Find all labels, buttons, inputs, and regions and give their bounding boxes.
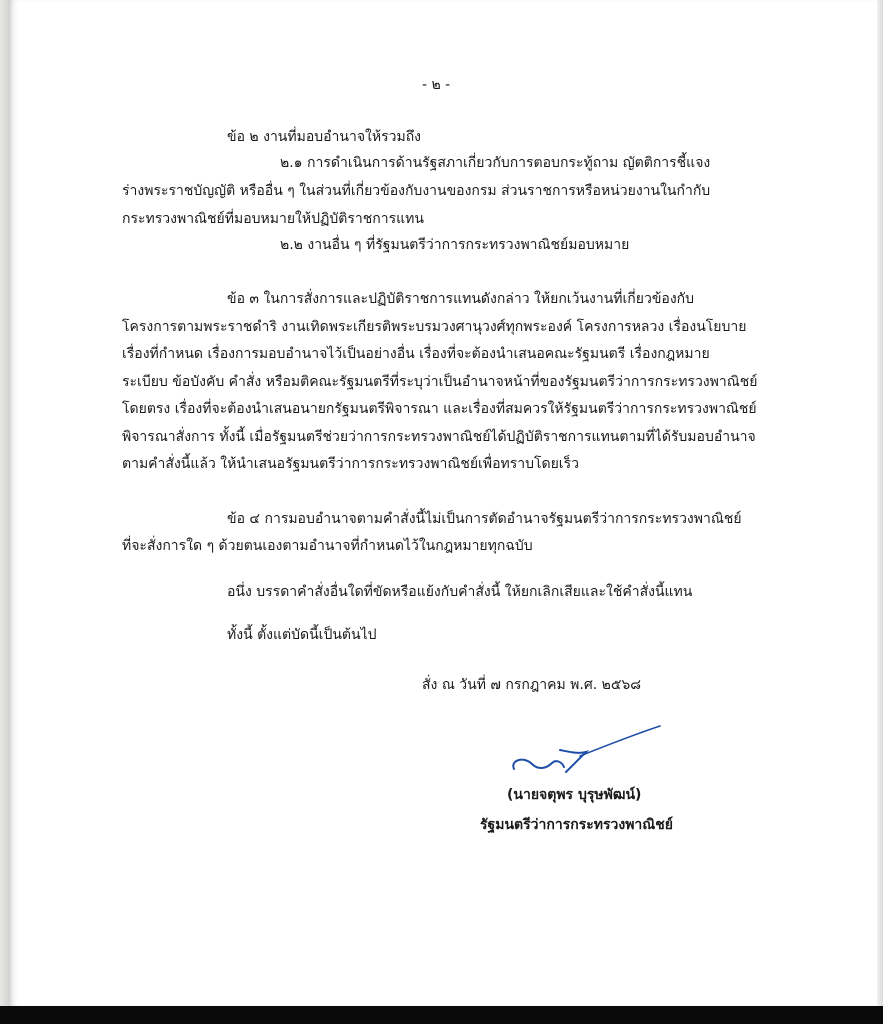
document-page <box>10 0 883 1006</box>
clause2-item1-line3: กระทรวงพาณิชย์ที่มอบหมายให้ปฏิบัติราชการแทน <box>122 211 424 227</box>
clause3-line3: เรื่องที่กำหนด เรื่องการมอบอำนาจไว้เป็นอย่างอื่น เรื่องที่จะต้องนำเสนอคณะรัฐมนตรี เรื่องกฎหมาย <box>122 346 710 362</box>
clause4-line2: ที่จะสั่งการใด ๆ ด้วยตนเองตามอำนาจที่กำหนดไว้ในกฎหมายทุกฉบับ <box>122 538 533 554</box>
clause3-line5: โดยตรง เรื่องที่จะต้องนำเสนอนายกรัฐมนตรีพิจารณา และเรื่องที่สมควรให้รัฐมนตรีว่าการกระทรวงพาณิชย์ <box>122 401 757 417</box>
clause2-heading: ข้อ ๒ งานที่มอบอำนาจให้รวมถึง <box>227 129 422 145</box>
handwritten-signature <box>500 722 670 782</box>
clause3-line2: โครงการตามพระราชดำริ งานเทิดพระเกียรติพระบรมวงศานุวงศ์ทุกพระองค์ โครงการหลวง เรื่องนโยบาย <box>122 319 747 335</box>
clause3-line7: ตามคำสั่งนี้แล้ว ให้นำเสนอรัฐมนตรีว่าการกระทรวงพาณิชย์เพื่อทราบโดยเร็ว <box>122 456 579 472</box>
clause2-item1-line1: ๒.๑ การดำเนินการด้านรัฐสภาเกี่ยวกับการตอบกระทู้ถาม ญัตติการชี้แจง <box>280 155 711 171</box>
signatory-name: (นายจตุพร บุรุษพัฒน์) <box>507 787 642 803</box>
bottom-bar <box>0 1006 883 1024</box>
page-number: - ๒ - <box>422 77 451 93</box>
clause3-line6: พิจารณาสั่งการ ทั้งนี้ เมื่อรัฐมนตรีช่วยว่าการกระทรวงพาณิชย์ได้ปฏิบัติราชการแทนตามที่ได้รับมอบอำนาจ <box>122 429 756 445</box>
effective-paragraph: ทั้งนี้ ตั้งแต่บัดนี้เป็นต้นไป <box>227 627 377 643</box>
clause4-line1: ข้อ ๔ การมอบอำนาจตามคำสั่งนี้ไม่เป็นการตัดอำนาจรัฐมนตรีว่าการกระทรวงพาณิชย์ <box>227 511 742 527</box>
clause3-line4: ระเบียบ ข้อบังคับ คำสั่ง หรือมติคณะรัฐมนตรีที่ระบุว่าเป็นอำนาจหน้าที่ของรัฐมนตรีว่าการกระทรวงพาณิชย์ <box>122 374 758 390</box>
revocation-paragraph: อนึ่ง บรรดาคำสั่งอื่นใดที่ขัดหรือแย้งกับคำสั่งนี้ ให้ยกเลิกเสียและใช้คำสั่งนี้แทน <box>227 584 693 600</box>
scan-right-edge <box>877 0 883 1006</box>
clause3-line1: ข้อ ๓ ในการสั่งการและปฏิบัติราชการแทนดังกล่าว ให้ยกเว้นงานที่เกี่ยวข้องกับ <box>227 291 695 307</box>
clause2-item2: ๒.๒ งานอื่น ๆ ที่รัฐมนตรีว่าการกระทรวงพาณิชย์มอบหมาย <box>280 237 630 253</box>
clause2-item1-line2: ร่างพระราชบัญญัติ หรืออื่น ๆ ในส่วนที่เกี่ยวข้องกับงานของกรม ส่วนราชการหรือหน่วยงานในกำกับ <box>122 183 711 199</box>
date-line: สั่ง ณ วันที่ ๗ กรกฎาคม พ.ศ. ๒๕๖๘ <box>422 677 642 693</box>
scan-left-edge <box>0 0 10 1006</box>
signatory-title: รัฐมนตรีว่าการกระทรวงพาณิชย์ <box>480 817 673 833</box>
